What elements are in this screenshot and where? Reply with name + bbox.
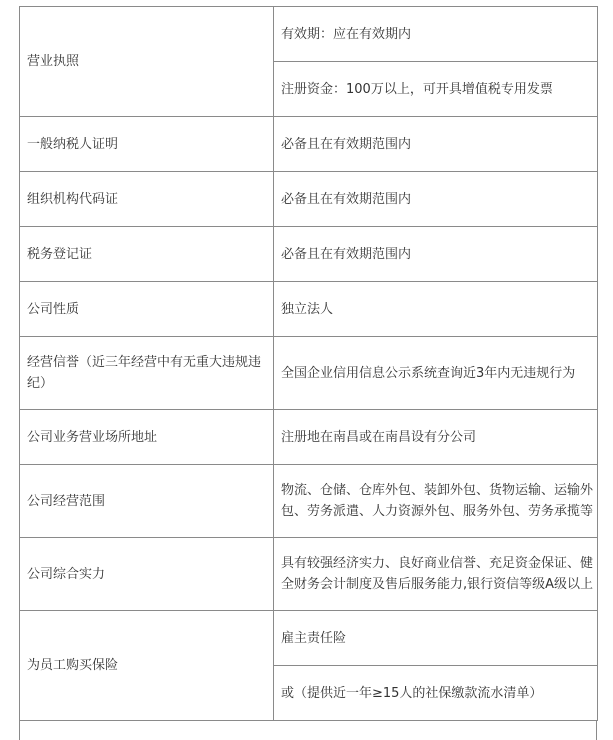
value-org-code-certificate: 必备且在有效期范围内 [274,172,598,227]
table-row [20,227,598,282]
label-overall-strength: 公司综合实力 [20,538,274,611]
value-business-scope: 物流、仓储、仓库外包、装卸外包、货物运输、运输外包、劳务派遣、人力资源外包、服务外包、劳务承揽等 [274,465,598,538]
label-tax-registration: 税务登记证 [20,227,274,282]
label-taxpayer-certificate: 一般纳税人证明 [20,117,274,172]
value-business-address: 注册地在南昌或在南昌设有分公司 [274,410,598,465]
table-row [20,410,598,465]
table-row [20,172,598,227]
label-org-code-certificate: 组织机构代码证 [20,172,274,227]
label-business-reputation: 经营信誉（近三年经营中有无重大违规违纪） [20,337,274,410]
label-business-license: 营业执照 [20,7,274,117]
table-row [20,7,598,62]
value-tax-registration: 必备且在有效期范围内 [274,227,598,282]
label-employee-insurance: 为员工购买保险 [20,611,274,721]
table-row [20,337,598,410]
table-row [20,117,598,172]
value-social-security: 或（提供近一年≥15人的社保缴款流水清单） [274,666,598,721]
value-company-nature: 独立法人 [274,282,598,337]
value-business-reputation: 全国企业信用信息公示系统查询近3年内无违规行为 [274,337,598,410]
next-row-edge [19,720,597,740]
table-row [20,465,598,538]
qualification-table [19,6,598,721]
label-company-nature: 公司性质 [20,282,274,337]
value-validity: 有效期：应在有效期内 [274,7,598,62]
value-overall-strength: 具有较强经济实力、良好商业信誉、充足资金保证、健全财务会计制度及售后服务能力,银行资信等级A级以上 [274,538,598,611]
label-business-address: 公司业务营业场所地址 [20,410,274,465]
value-registered-capital: 注册资金：100万以上，可开具增值税专用发票 [274,62,598,117]
label-business-scope: 公司经营范围 [20,465,274,538]
table-row [20,282,598,337]
value-taxpayer-certificate: 必备且在有效期范围内 [274,117,598,172]
table-row [20,538,598,611]
table-row [20,611,598,666]
value-employer-liability: 雇主责任险 [274,611,598,666]
